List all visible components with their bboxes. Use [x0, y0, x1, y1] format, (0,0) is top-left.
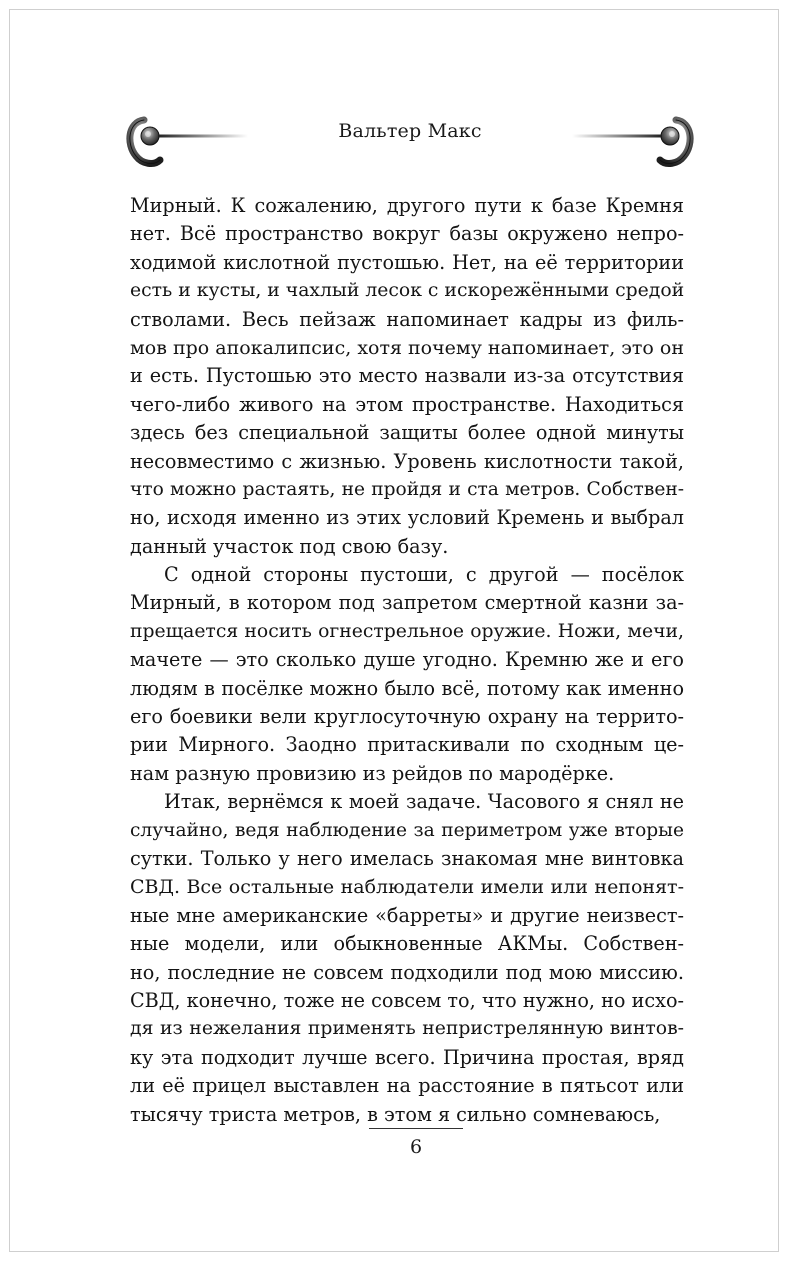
footer-rule [369, 1128, 463, 1129]
running-header [120, 110, 700, 170]
swirl-ornament-icon [570, 110, 700, 170]
text-line: прещается носить огнестрельное оружие. Ножи, мечи, [130, 620, 684, 642]
running-title: Вальтер Макс [338, 120, 482, 142]
text-line: но, исходя именно из этих условий Кремень и выбрал [130, 506, 684, 530]
text-line: что можно растаять, не пройдя и ста метров. Собствен- [130, 478, 684, 500]
text-line: ходимой кислотной пустошью. Нет, на её территории [130, 250, 684, 274]
text-line: нам разную провизию из рейдов по мародёрке. [130, 761, 615, 785]
text-line: случайно, ведя наблюдение за периметром уже вторые [130, 819, 684, 841]
text-line: людям в посёлке можно было всё, потому как именно [130, 676, 684, 700]
text-line: Мирный, в котором под запретом смертной казни за- [130, 591, 684, 615]
text-line: ку эта подходит лучше всего. Причина простая, вряд [130, 1045, 684, 1069]
text-line: нет. Всё пространство вокруг базы окружено непро- [130, 222, 684, 246]
text-line: СВД. Все остальные наблюдатели имели или непонят- [130, 876, 684, 899]
text-line: тысячу триста метров, в этом я сильно сомневаюсь, [130, 1102, 661, 1126]
text-line: дя из нежелания применять непристрелянную винтов- [130, 1018, 684, 1040]
text-line: ли её прицел выставлен на расстояние в пятьсот или [130, 1074, 684, 1098]
text-line: сутки. Только у него имелась знакомая мне винтовка [130, 846, 684, 870]
text-line: С одной стороны пустоши, с другой — посёлок [164, 563, 684, 587]
text-line: Итак, вернёмся к моей задаче. Часового я снял не [164, 790, 684, 814]
text-line: здесь без специальной защиты более одной минуты [130, 421, 684, 445]
text-line: несовместимо с жизнью. Уровень кислотности такой, [130, 449, 684, 473]
text-line: и есть. Пустошью это место назвали из-за отсутствия [130, 364, 684, 388]
text-line: СВД, конечно, тоже не совсем то, что нужно, но исхо- [130, 988, 684, 1012]
paragraph [130, 561, 684, 788]
text-line: данный участок под свою базу. [130, 534, 449, 558]
body-text [130, 192, 684, 1129]
text-line: но, последние не совсем подходили под мою миссию. [130, 960, 684, 984]
text-line: чего-либо живого на этом пространстве. Находиться [130, 392, 684, 416]
text-line: стволами. Весь пейзаж напоминает кадры из филь- [130, 307, 684, 331]
text-line: мачете — это сколько душе угодно. Кремню же и его [130, 648, 684, 672]
paragraph [130, 192, 684, 561]
text-line: его боевики вели круглосуточную охрану на террито- [130, 705, 684, 729]
text-line: ные модели, или обыкновенные АКМы. Собствен- [130, 932, 684, 956]
text-line: есть и кусты, и чахлый лесок с искорежёнными средой [130, 280, 685, 302]
text-line: ные мне американские «барреты» и другие неизвест- [130, 903, 684, 927]
text-line: мов про апокалипсис, хотя почему напоминает, это он [130, 336, 685, 359]
text-line: рии Мирного. Заодно притаскивали по сходным це- [130, 733, 684, 757]
page-number: 6 [409, 1136, 423, 1158]
paragraph [130, 788, 684, 1129]
text-line: Мирный. К сожалению, другого пути к базе Кремня [130, 194, 684, 217]
